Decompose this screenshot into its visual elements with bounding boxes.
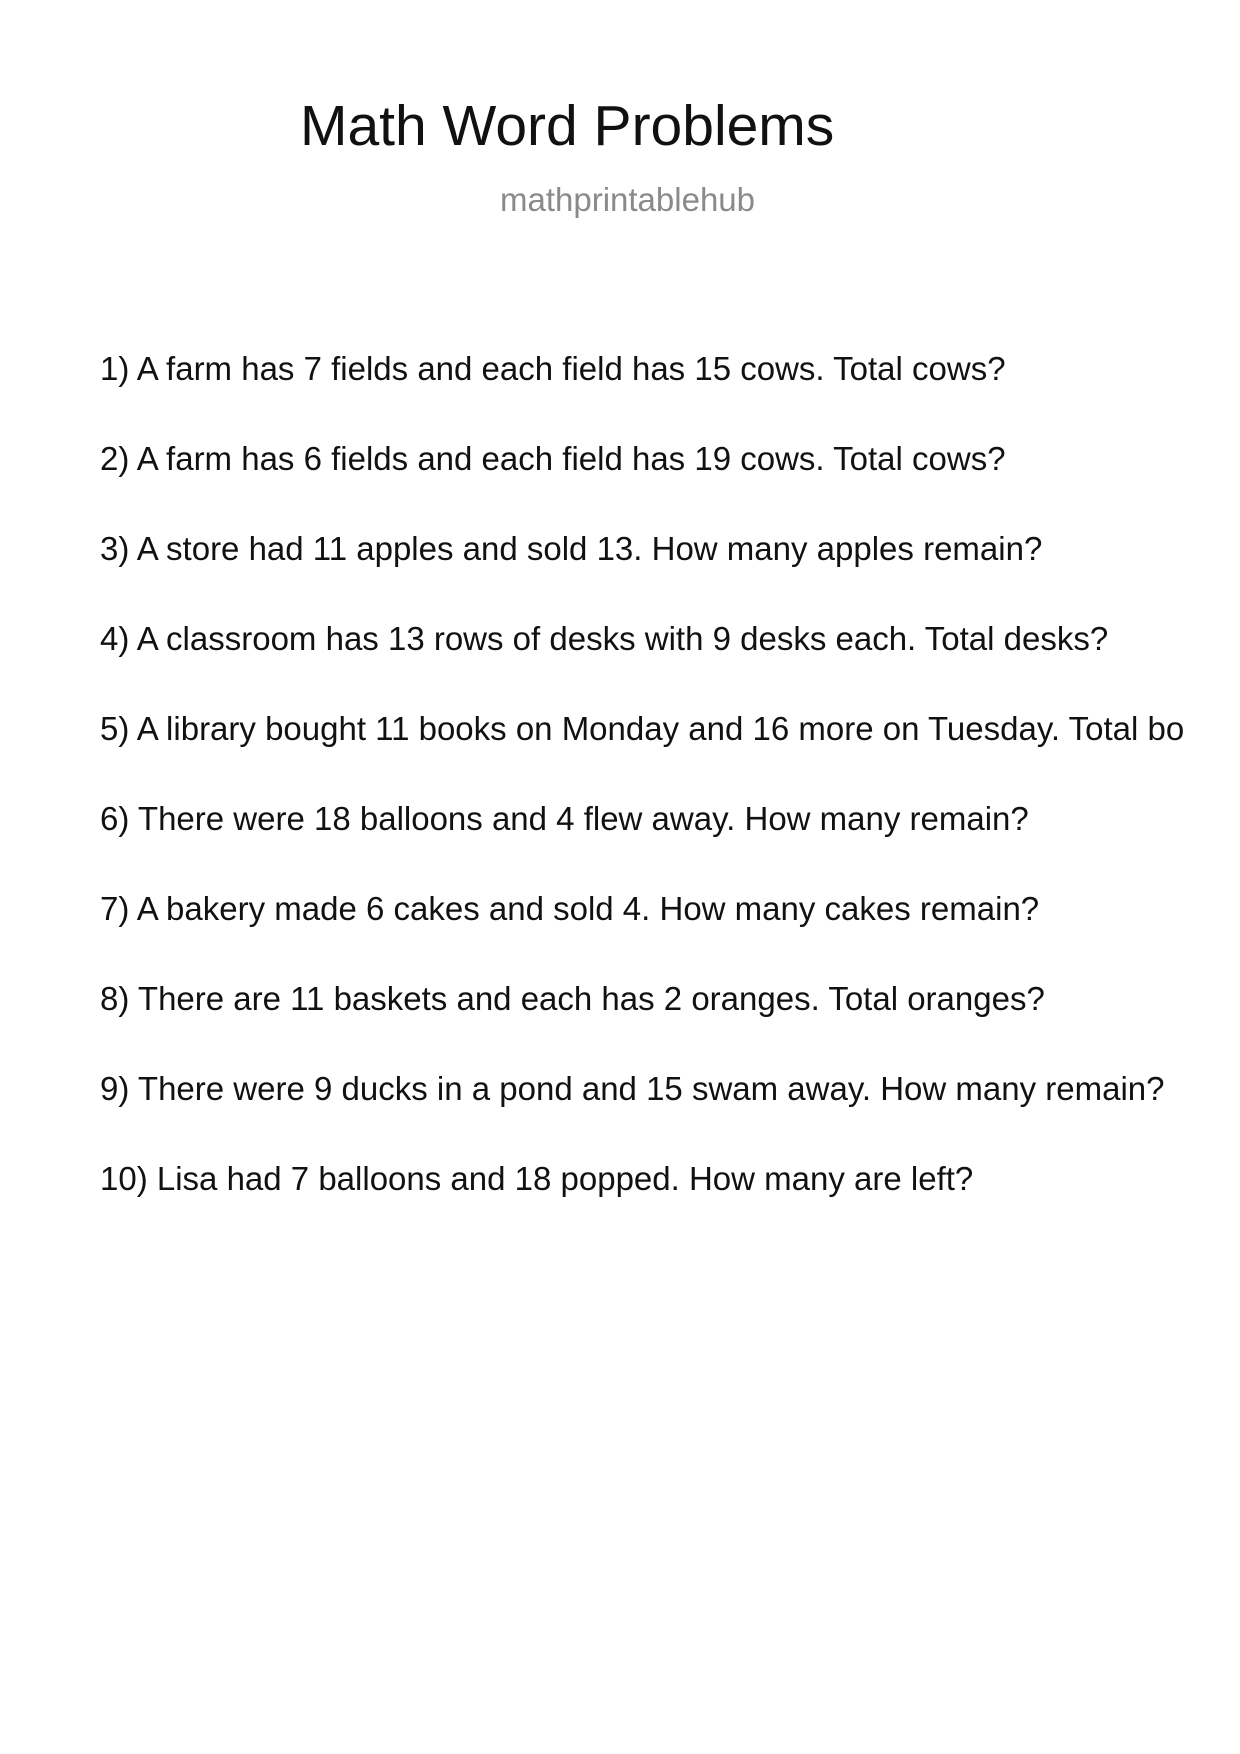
page-subtitle: mathprintablehub (500, 181, 756, 218)
problem-item: 3) A store had 11 apples and sold 13. How many apples remain? (100, 530, 1043, 567)
problem-item: 5) A library bought 11 books on Monday and 16 more on Tuesday. Total bo (100, 710, 1185, 747)
problem-item: 1) A farm has 7 fields and each field has 15 cows. Total cows? (100, 350, 1006, 387)
problem-item: 7) A bakery made 6 cakes and sold 4. How many cakes remain? (100, 890, 1040, 927)
problem-item: 6) There were 18 balloons and 4 flew away. How many remain? (100, 800, 1029, 837)
problem-item: 2) A farm has 6 fields and each field has 19 cows. Total cows? (100, 440, 1006, 477)
page-title: Math Word Problems (300, 94, 835, 158)
problem-item: 10) Lisa had 7 balloons and 18 popped. How many are left? (100, 1160, 974, 1197)
problem-item: 8) There are 11 baskets and each has 2 oranges. Total oranges? (100, 980, 1045, 1017)
problem-item: 9) There were 9 ducks in a pond and 15 swam away. How many remain? (100, 1070, 1165, 1107)
problem-item: 4) A classroom has 13 rows of desks with 9 desks each. Total desks? (100, 620, 1109, 657)
problem-list (100, 348, 1240, 1248)
